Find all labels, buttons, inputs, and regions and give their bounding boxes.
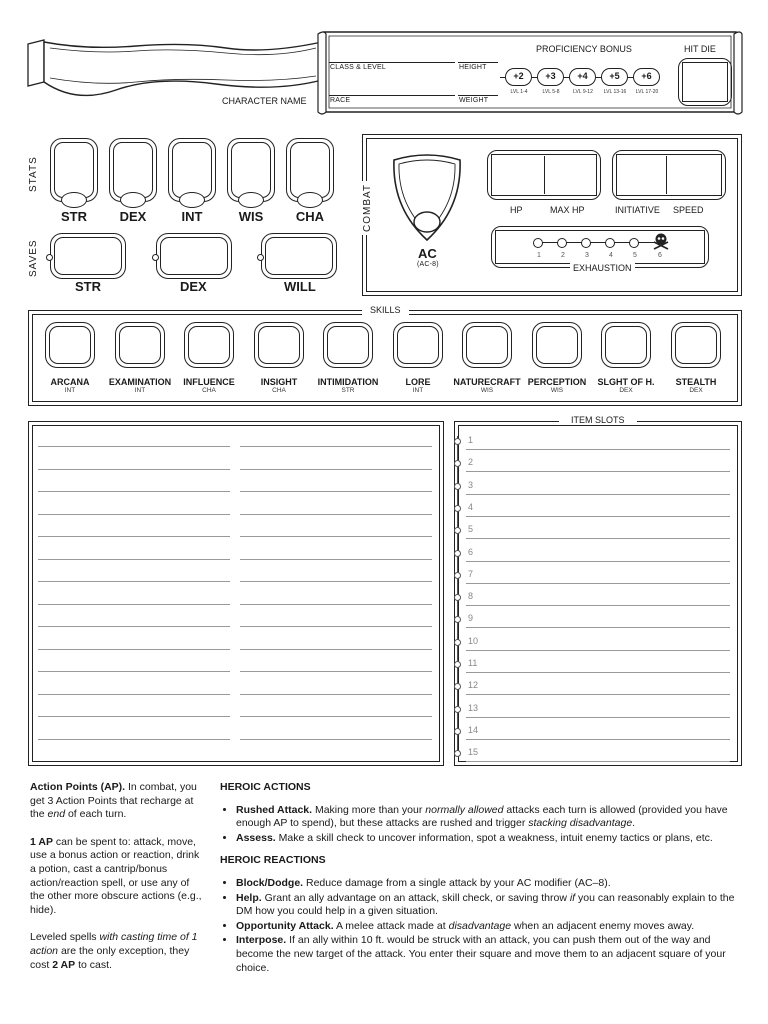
item-slot-number: 11 [468,658,478,668]
saves-section-label: SAVES [28,239,39,277]
action-points-rules [30,781,202,972]
item-slot-line[interactable] [466,538,730,539]
item-slot-line[interactable] [466,605,730,606]
item-slots-title: ITEM SLOTS [559,415,637,425]
ac-sub-label: (AC-8) [417,261,439,268]
rushed-title: Rushed Attack. [236,803,313,816]
item-slot-line[interactable] [466,583,730,584]
interpose-text: If an ally within 10 ft. would be struck with an attack, you can push them out of the way and become the new target of the attack. You enter their square and move them to an adjacent square of your choice. [236,934,726,974]
rushed-em1: normally allowed [425,803,504,816]
hit-die-box[interactable] [678,58,732,106]
item-slot-line[interactable] [466,471,730,472]
item-slot-number: 3 [468,479,474,490]
heroic-reactions-list [220,877,740,975]
item-slot-line[interactable] [466,516,730,517]
exhaustion-level-3: 3 [585,252,590,259]
ac-shield[interactable] [390,152,464,242]
exhaustion-level-4: 4 [609,252,614,259]
item-slot-number: 5 [468,524,474,535]
item-slot-line[interactable] [466,449,730,450]
skill-label: STEALTH [675,377,717,387]
save-box-dex[interactable] [156,233,232,279]
note-line[interactable] [240,626,432,627]
item-slot-number: 14 [468,724,479,735]
exhaustion-dot[interactable] [581,238,591,248]
help-em: if [569,891,576,904]
skill-attr: CHA [272,387,286,394]
note-line[interactable] [38,469,230,470]
assess-text: Make a skill check to uncover information, spot a weakness, intuit enemy tactics or plans, etc. [275,831,713,844]
skill-box-stealth[interactable] [671,322,721,368]
note-line[interactable] [240,491,432,492]
heroic-actions-title: HEROIC ACTIONS [220,781,311,793]
class-level-label: CLASS & LEVEL [330,64,386,71]
note-line[interactable] [38,559,230,560]
stat-label-str: STR [61,209,87,224]
item-slot-dot[interactable] [454,505,461,512]
interpose-title: Interpose. [236,934,287,947]
proficiency-bubble[interactable]: +5 [601,68,628,86]
ap-spend-text: can be spent to: attack, move, use a bonus action or reaction, drink a potion, cast a cantrip/bonus action/reaction spell, or use any of the other more obscure actions (e.g., hide). [30,835,202,916]
note-line[interactable] [38,716,230,717]
item-slot-number: 9 [468,613,474,624]
rushed-b: attacks each turn is allowed (provided you have enough AP to spend), but these attacks are rushed and trigger [236,803,728,830]
exhaustion-level-2: 2 [561,252,566,259]
leveled-b: are the only exception, they cost [30,944,190,971]
stat-label-cha: CHA [295,209,325,224]
save-label-will: WILL [284,279,316,294]
block-text: Reduce damage from a single attack by your AC modifier (AC–8). [303,876,611,889]
rushed-attack-rule [236,804,740,831]
exhaustion-level-1: 1 [537,252,542,259]
skull-icon [652,232,670,250]
class-level-line [329,62,455,63]
assess-rule [236,832,740,846]
leveled-c: to cast. [75,958,112,971]
skill-label: LORE [405,377,431,387]
exhaustion-dot[interactable] [629,238,639,248]
item-slot-number: 10 [468,635,479,646]
rushed-em2: stacking disadvantage [528,817,633,830]
exhaustion-dot[interactable] [557,238,567,248]
height-label: HEIGHT [459,64,487,71]
item-slot-dot[interactable] [454,483,461,490]
skill-box-influence[interactable] [184,322,234,368]
proficiency-bubble[interactable]: +4 [569,68,596,86]
ap-spend-bold: 1 AP [30,835,53,848]
item-slot-line[interactable] [466,561,730,562]
ap-intro-em: end [47,808,66,821]
initiative-label: INITIATIVE [615,205,660,215]
item-slot-number: 7 [468,568,474,579]
note-line[interactable] [240,446,432,447]
item-slot-line[interactable] [466,717,730,718]
item-slot-dot[interactable] [454,706,461,713]
skill-label: INSIGHT [260,377,298,387]
note-line[interactable] [240,469,432,470]
opp-title: Opportunity Attack. [236,919,334,932]
skill-box-examination[interactable] [115,322,165,368]
initiative-speed-box[interactable] [612,150,726,200]
block-title: Block/Dodge. [236,876,304,889]
exhaustion-box [491,226,709,268]
skill-attr: INT [134,387,146,394]
skill-label: ARCANA [50,377,90,387]
exhaustion-label: EXHAUSTION [570,263,635,273]
skill-label: PERCEPTION [527,377,587,387]
rushed-c: . [632,817,636,830]
help-title: Help. [236,891,262,904]
proficiency-bubble[interactable]: +3 [537,68,564,86]
note-line[interactable] [240,536,432,537]
proficiency-title: PROFICIENCY BONUS [536,44,632,54]
save-box-will[interactable] [261,233,337,279]
help-a: Grant an ally advantage on an attack, skill check, or saving throw [261,891,570,904]
skill-attr: INT [412,387,424,394]
stat-mod-str[interactable] [61,192,87,208]
ap-intro-b: of each turn. [65,808,127,821]
skill-attr: INT [64,387,76,394]
proficiency-level: LVL 13-16 [603,89,627,95]
stat-label-dex: DEX [119,209,147,224]
proficiency-bubble[interactable]: +6 [633,68,660,86]
save-prof-dot-str[interactable] [46,254,53,261]
weight-line [458,95,498,96]
assess-title: Assess. [236,831,276,844]
item-slot-dot[interactable] [454,438,461,445]
help-rule [236,892,740,919]
skill-attr: WIS [480,387,494,394]
item-slot-line[interactable] [466,761,730,762]
skill-label: SLGHT OF H. [597,377,655,387]
proficiency-level: LVL 1-4 [510,89,528,95]
ap-intro-a: In combat, you get 3 Action Points that recharge at the [30,781,197,821]
stat-label-int: INT [181,209,203,224]
note-line[interactable] [38,536,230,537]
item-slot-line[interactable] [466,672,730,673]
save-label-dex: DEX [180,279,207,294]
note-line[interactable] [240,694,432,695]
note-line[interactable] [38,739,230,740]
race-line [329,95,455,96]
proficiency-level: LVL 5-8 [542,89,560,95]
stat-mod-dex[interactable] [120,192,146,208]
item-slots-panel [454,421,742,766]
item-slot-number: 2 [468,457,474,468]
skill-box-arcana[interactable] [45,322,95,368]
combat-section-label: COMBAT [362,181,373,235]
block-dodge-rule [236,877,740,891]
item-slot-dot[interactable] [454,572,461,579]
skill-box-intimidation[interactable] [323,322,373,368]
heroic-reactions-title: HEROIC REACTIONS [220,854,326,867]
proficiency-level: LVL 9-12 [573,89,593,95]
stat-mod-int[interactable] [179,192,205,208]
save-label-str: STR [75,279,101,294]
item-slot-line[interactable] [466,494,730,495]
opp-b: when an adjacent enemy moves away. [511,919,695,932]
notes-panel[interactable] [28,421,444,766]
stat-label-wis: WIS [238,209,264,224]
stat-mod-cha[interactable] [297,192,323,208]
help-b: you can reasonably explain to the DM how you could help in a given situation. [236,891,735,918]
note-line[interactable] [240,559,432,560]
ap-spend [30,836,202,918]
hit-die-label: HIT DIE [684,44,716,54]
note-line[interactable] [240,581,432,582]
note-line[interactable] [240,604,432,605]
item-slot-line[interactable] [466,650,730,651]
heroic-rules [220,781,740,976]
note-line[interactable] [240,649,432,650]
save-prof-dot-dex[interactable] [152,254,159,261]
hp-label: HP [510,205,523,215]
exhaustion-level-5: 5 [633,252,638,259]
ap-title: Action Points (AP). [30,781,126,793]
opp-a: A melee attack made at [333,919,449,932]
skills-section-label: SKILLS [362,305,409,315]
opp-em: disadvantage [448,919,512,932]
stat-mod-wis[interactable] [238,192,264,208]
note-line[interactable] [38,514,230,515]
ac-label: AC [418,246,437,261]
item-slot-number: 1 [468,435,474,445]
note-line[interactable] [38,581,230,582]
skill-attr: DEX [689,387,703,394]
note-line[interactable] [38,604,230,605]
character-name-label: CHARACTER NAME [222,96,307,106]
speed-label: SPEED [673,205,704,215]
skill-label: INTIMIDATION [317,377,379,387]
skill-attr: DEX [619,387,633,394]
item-slot-dot[interactable] [454,661,461,668]
exhaustion-dot[interactable] [605,238,615,248]
save-box-str[interactable] [50,233,126,279]
initiative-divider [666,156,667,194]
note-line[interactable] [38,626,230,627]
item-slot-number: 15 [468,747,479,758]
heroic-actions-list [220,804,740,846]
skill-label: NATURECRAFT [453,377,521,387]
hp-divider [544,156,545,194]
proficiency-bubble[interactable]: +2 [505,68,532,86]
note-line[interactable] [240,716,432,717]
rushed-a: Making more than your [312,803,426,816]
skill-box-perception[interactable] [532,322,582,368]
skill-attr: WIS [550,387,564,394]
note-line[interactable] [38,446,230,447]
skill-attr: STR [341,387,355,394]
leveled-a: Leveled spells [30,931,100,944]
max-hp-label: MAX HP [550,205,585,215]
skill-box-sleight-of-hand[interactable] [601,322,651,368]
item-slot-number: 13 [468,702,479,713]
skill-box-naturecraft[interactable] [462,322,512,368]
ap-intro [30,781,202,822]
opportunity-attack-rule [236,920,740,934]
leveled-bold: 2 AP [52,958,76,971]
note-line[interactable] [38,491,230,492]
stats-section-label: STATS [28,156,39,192]
item-slot-line[interactable] [466,694,730,695]
note-line[interactable] [240,671,432,672]
item-slot-line[interactable] [466,739,730,740]
skill-box-lore[interactable] [393,322,443,368]
exhaustion-level-6: 6 [658,252,663,259]
race-label: RACE [330,97,351,104]
item-slot-number: 4 [468,501,474,512]
item-slot-number: 6 [468,546,474,557]
height-line [458,62,498,63]
skill-label: INFLUENCE [183,377,235,387]
item-slot-number: 12 [468,680,479,691]
item-slot-number: 8 [468,591,474,602]
interpose-rule [236,934,740,975]
weight-label: WEIGHT [459,97,489,104]
note-line[interactable] [240,739,432,740]
leveled-spells [30,931,202,972]
note-line[interactable] [38,694,230,695]
item-slot-dot[interactable] [454,550,461,557]
skill-box-insight[interactable] [254,322,304,368]
save-prof-dot-will[interactable] [257,254,264,261]
proficiency-level: LVL 17-20 [635,89,659,95]
skill-attr: CHA [202,387,216,394]
skill-label: EXAMINATION [108,377,172,387]
note-line[interactable] [240,514,432,515]
item-slot-dot[interactable] [454,639,461,646]
note-line[interactable] [38,671,230,672]
leveled-em: with casting time of 1 action [30,931,198,957]
item-slot-line[interactable] [466,627,730,628]
item-slot-dot[interactable] [454,728,461,735]
exhaustion-dot[interactable] [533,238,543,248]
note-line[interactable] [38,649,230,650]
